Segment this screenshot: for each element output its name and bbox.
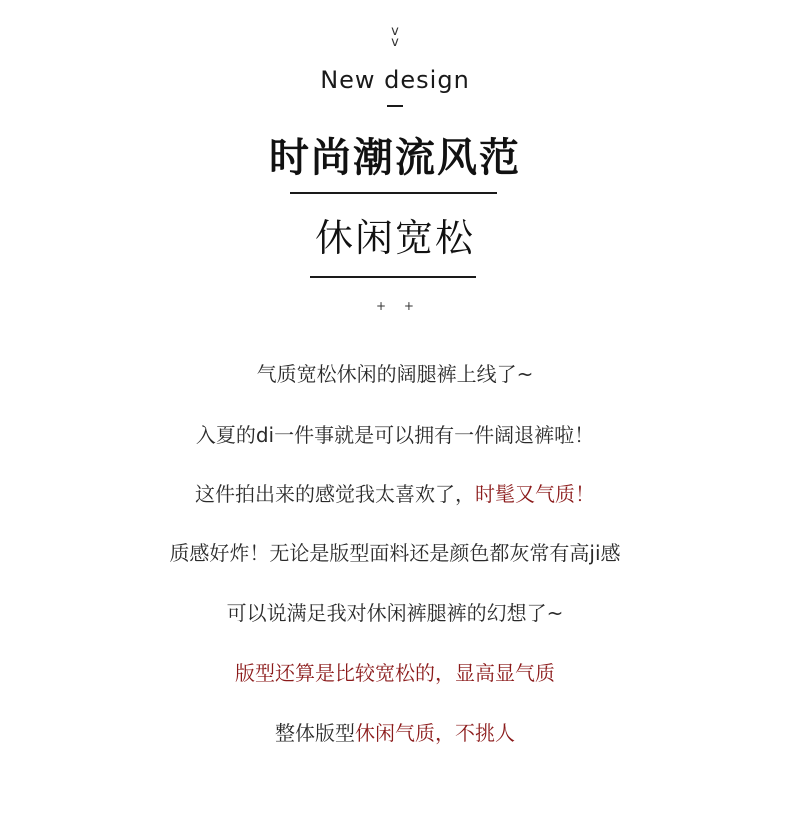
- line-text: 这件拍出来的感觉我太喜欢了，: [195, 482, 475, 506]
- description-line: [0, 658, 790, 688]
- page-title: 时尚潮流风范: [269, 135, 521, 181]
- chevron-down-icon: v: [391, 35, 399, 50]
- description-line: [0, 359, 790, 389]
- line-text: 质感好炸！无论是版型面料还是颜色都灰常有高ji感: [169, 541, 621, 565]
- line-highlight: 版型还算是比较宽松的，显高显气质: [235, 661, 555, 685]
- description-line: [0, 479, 790, 509]
- chevron-down-icon: v: [391, 24, 399, 39]
- title-underline: [290, 192, 497, 194]
- description-line: [0, 538, 790, 568]
- page-subtitle: 休闲宽松: [314, 216, 475, 260]
- eyebrow-text: New design: [320, 66, 470, 94]
- line-text: 入夏的di一件事就是可以拥有一件阔退裤啦！: [195, 423, 595, 447]
- line-highlight: 休闲气质，不挑人: [355, 721, 515, 745]
- line-highlight: 时髦又气质！: [475, 482, 595, 506]
- description-line: [0, 718, 790, 748]
- plus-ornament-icon: + +: [376, 299, 414, 313]
- description-line: [0, 598, 790, 628]
- line-text: 整体版型: [275, 721, 355, 745]
- chevron-down-icons: [0, 26, 790, 48]
- short-divider: [387, 105, 403, 107]
- line-text: 气质宽松休闲的阔腿裤上线了~: [256, 362, 534, 386]
- subtitle-underline: [310, 276, 476, 278]
- description-line: [0, 420, 790, 450]
- line-text: 可以说满足我对休闲裤腿裤的幻想了~: [226, 601, 564, 625]
